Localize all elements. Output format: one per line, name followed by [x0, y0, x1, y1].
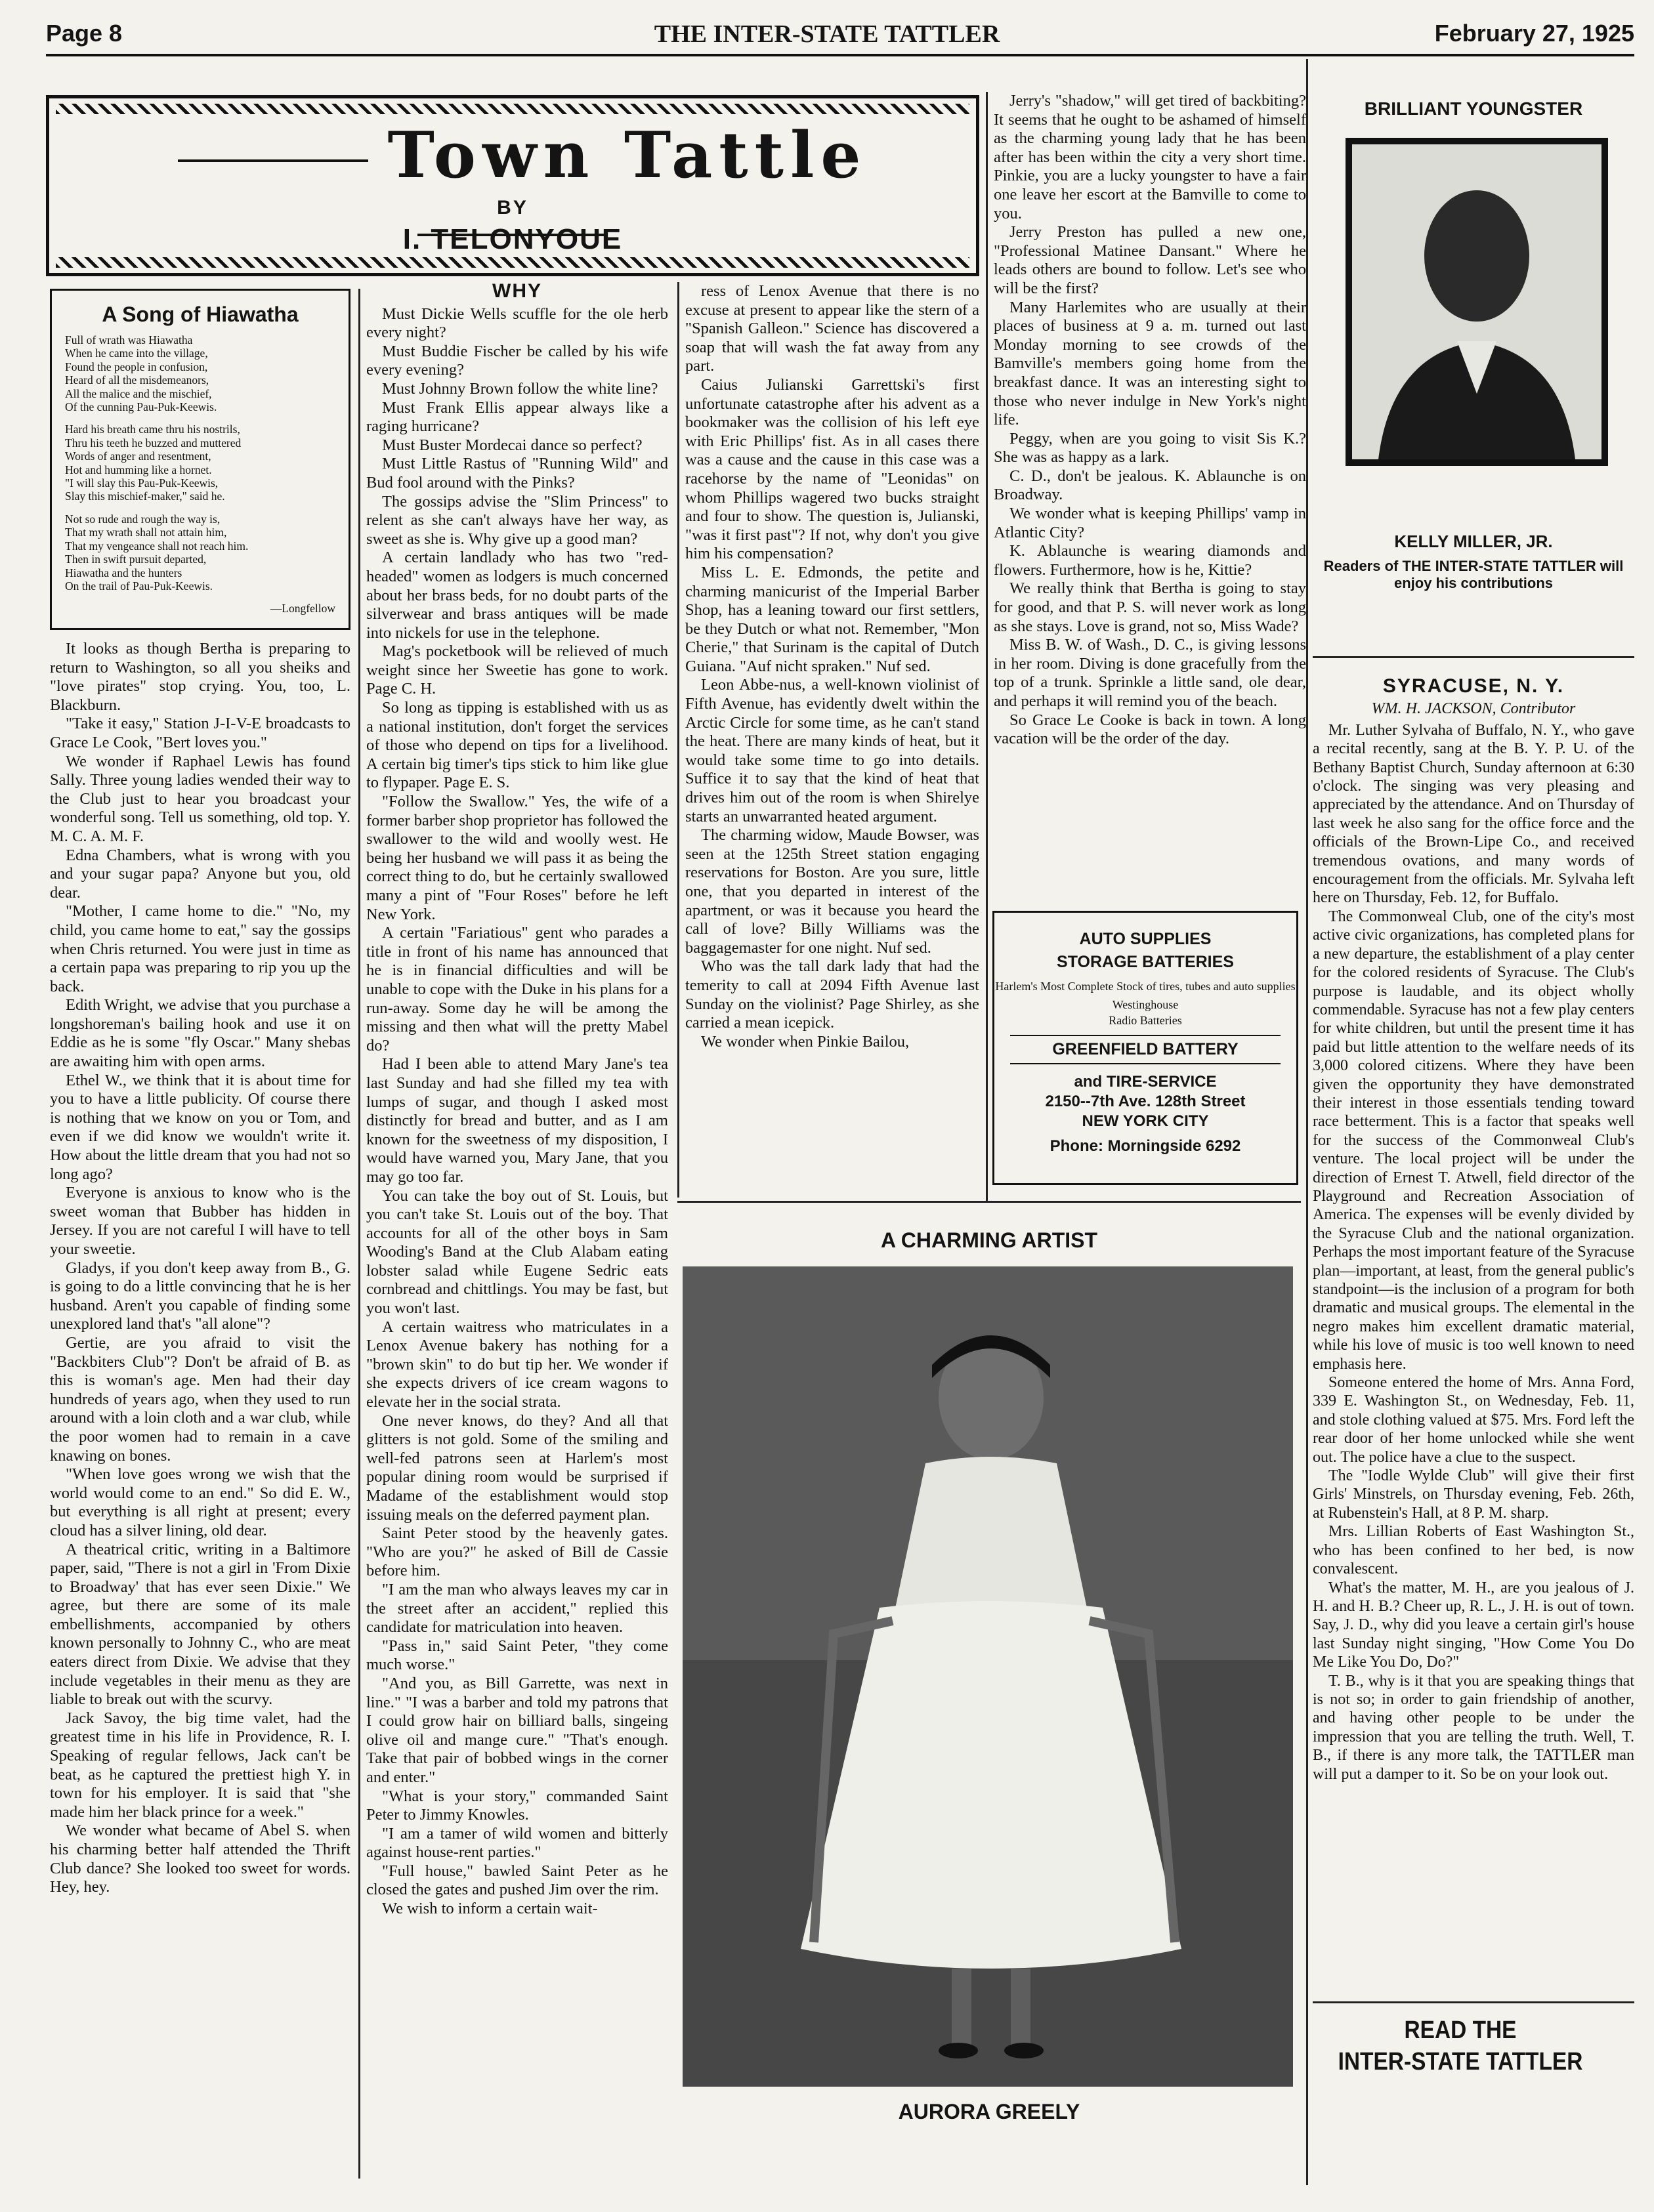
gossip-paragraph: Saint Peter stood by the heavenly gates. "Who are you?" he asked of Bill de Cassie before him.	[366, 1524, 668, 1580]
ad-line: STORAGE BATTERIES	[1057, 953, 1234, 971]
why-heading: WHY	[492, 282, 542, 302]
column-rule	[677, 282, 679, 1198]
news-paragraph: Mr. Luther Sylvaha of Buffalo, N. Y., who gave a recital recently, sang at the B. Y. P. U. of the Bethany Baptist Church, Sunday afternoon at 6:30 o'clock. The singing was very pleasing and appreciated by the attendance. And on Thursday of last week he also sang for the office force and the officials of the Brown-Lipe Co., and received tremendous ovations, and many words of encouragement from the officials. Mr. Sylvaha left here on Thursday, Feb. 12, for Buffalo.	[1313, 721, 1634, 907]
poem-line: Then in swift pursuit departed,	[65, 553, 207, 566]
gossip-paragraph: C. D., don't be jealous. K. Ablaunche is on Broadway.	[994, 467, 1306, 504]
news-paragraph: Mrs. Lillian Roberts of East Washington St., who has been confined to her bed, is now convalescent.	[1313, 1523, 1634, 1578]
gossip-paragraph: We wonder when Pinkie Bailou,	[701, 1032, 910, 1051]
poem-box	[50, 289, 350, 630]
gossip-paragraph: The gossips advise the "Slim Princess" to relent as she can't always have her way, as sweet as she is. Why give up a good man?	[366, 492, 668, 548]
gossip-paragraph: The charming widow, Maude Bowser, was seen at the 125th Street station engaging reservations for Boston. Are you sure, little one, that you departed in interest of the apartment, or was it because you heard the call of love? Billy Williams was the baggagemaster for one night. Nuf sed.	[685, 826, 979, 957]
news-paragraph: What's the matter, M. H., are you jealous of J. H. and H. B.? Cheer up, R. L., J. H. is out of town. Say, J. D., why did you leave a certain girl's house last Sunday night singing, "How Come You Do Me Like You Do, Do?"	[1313, 1579, 1634, 1671]
poem-line: All the malice and the mischief,	[65, 386, 212, 400]
gossip-paragraph: One never knows, do they? And all that glitters is not gold. Some of the smiling and well-fed patrons seen at Harlem's most popular dining room would be surprised if Madame of the establishment would stop issuing meals on the deferred payment plan.	[366, 1411, 668, 1524]
gossip-paragraph: Jack Savoy, the big time valet, had the greatest time in his life in Providence, R. I. Speaking of regular fellows, Jack can't be beat, as he captured the prettiest high Y. in town for his employer. It is said that "she made him her black prince for a week."	[50, 1709, 350, 1821]
gossip-paragraph: Jerry's "shadow," will get tired of backbiting? It seems that he ought to be ashamed of himself as the charming young lady that he has been after has been within the city a very short time. Pinkie, you are a lucky youngster to have a fair one leave her escort at the Bamville to come to you.	[994, 92, 1306, 222]
zigzag-border-bottom	[56, 257, 969, 268]
ad-address: 2150--7th Ave. 128th Street	[1045, 1093, 1246, 1110]
news-paragraph: The "Iodle Wylde Club" will give their first Girls' Minstrels, on Thursday evening, Feb. 26th, at Rubenstein's Hall, at 8 P. M. sharp.	[1313, 1467, 1634, 1522]
column-3	[685, 282, 979, 1201]
gossip-paragraph: Many Harlemites who are usually at their places of business at 9 a. m. turned out last Monday morning to see crowds of the Bamville's members going home from the breakfast dance. It was an interesting sight to those who never indulge in New York's night life.	[994, 298, 1306, 429]
gossip-paragraph: Gertie, are you afraid to visit the "Backbiters Club"? Don't be afraid of B. as this is woman's age. Men had their day hundreds of years ago, when they used to run around with a loin cloth and a war club, while the poor women had to remain in a cave knawing on bones.	[50, 1333, 350, 1465]
section-rule	[677, 1201, 1301, 1203]
gossip-paragraph: We wonder what became of Abel S. when his charming better half attended the Thrift Club dance? She looked too sweet for words. Hey, hey.	[50, 1822, 350, 1896]
poem-line: Of the cunning Pau-Puk-Keewis.	[65, 400, 217, 414]
gossip-paragraph: "Mother, I came home to die." "No, my child, you came home to eat," say the gossips when Chris returned. You were just in time as a certain papa was preparing to rip you up the back.	[50, 902, 350, 995]
paper-name: THE INTER-STATE TATTLER	[654, 20, 1000, 48]
gossip-paragraph: Miss L. E. Edmonds, the petite and charming manicurist of the Imperial Barber Shop, has a leaning toward our first settlers, be they Dutch or what not. Remember, "Mon Cherie," that Surinam is the capital of Dutch Guiana. "Auf nicht spraken." Nuf sed.	[685, 563, 979, 675]
gossip-paragraph: Edith Wright, we advise that you purchase a longshoreman's bailing hook and use it on Eddie as he is some "fly Oscar." Many shebas are awaiting him with open arms.	[50, 996, 350, 1071]
poem-line: Words of anger and resentment,	[65, 449, 211, 463]
gossip-paragraph: "Pass in," said Saint Peter, "they come much worse."	[366, 1637, 668, 1674]
artist-photo	[683, 1266, 1293, 2087]
read-tattler-promo	[1307, 2014, 1613, 2077]
gossip-paragraph: Gladys, if you don't keep away from B., G. is going to do a little convincing that he is her husband. Aren't you capable of finding some unexplored land that's "all alone"?	[50, 1259, 350, 1333]
gossip-paragraph: "And you, as Bill Garrette, was next in line." "I was a barber and told my patrons that I could grow hair on billiard balls, singeing olive oil and mange cure." "That's enough. Take that pair of bobbed wings in the corner and enter."	[366, 1674, 668, 1786]
poem-line: Thru his teeth he buzzed and muttered	[65, 436, 242, 449]
youngster-portrait	[1346, 138, 1608, 466]
gossip-paragraph: "Follow the Swallow." Yes, the wife of a former barber shop proprietor has followed the swallower to the wild and woolly west. He being her husband we will pass it as being the correct thing to do, but he certainly swallowed many a pint of "Four Roses" before he left New York.	[366, 793, 668, 923]
column-1	[50, 640, 350, 2169]
gossip-paragraph: "When love goes wrong we wish that the world would come to an end." So did E. W., but everything is all right at present; every cloud has a silver lining, old dear.	[50, 1465, 350, 1539]
gossip-paragraph: Must Buster Mordecai dance so perfect?	[382, 436, 643, 454]
poem-line: Hot and humming like a hornet.	[65, 463, 212, 476]
ad-line: AUTO SUPPLIES	[1079, 930, 1212, 948]
ad-company-name: GREENFIELD BATTERY	[1010, 1035, 1281, 1064]
poem-stanza	[65, 512, 335, 593]
column-rule	[358, 289, 360, 2179]
section-rule	[1313, 656, 1634, 658]
gossip-paragraph: Edna Chambers, what is wrong with you and your sugar papa? Anyone but you, old dear.	[50, 846, 350, 902]
promo-line: READ THE	[1404, 2016, 1517, 2044]
gossip-paragraph: "Take it easy," Station J-I-V-E broadcasts to Grace Le Cook, "Bert loves you."	[50, 715, 350, 751]
issue-date: February 27, 1925	[1434, 20, 1634, 47]
gossip-paragraph: So Grace Le Cooke is back in town. A long vacation will be the order of the day.	[994, 711, 1306, 748]
gossip-paragraph: Must Frank Ellis appear always like a raging hurricane?	[366, 398, 668, 436]
dancer-figure-image	[683, 1266, 1293, 2087]
poem-stanza	[65, 333, 335, 413]
column-rule	[986, 92, 988, 1201]
gossip-paragraph: Must Little Rastus of "Running Wild" and Bud fool around with the Pinks?	[366, 455, 668, 491]
poem-line: Not so rude and rough the way is,	[65, 512, 221, 526]
column-4	[994, 92, 1306, 902]
ad-city: NEW YORK CITY	[1082, 1112, 1209, 1130]
artist-heading: A CHARMING ARTIST	[880, 1228, 1098, 1252]
gossip-paragraph: "Full house," bawled Saint Peter as he closed the gates and pushed Jim over the rim.	[366, 1862, 668, 1899]
gossip-paragraph: A certain waitress who matriculates in a Lenox Avenue bakery has nothing for a "brown skin" to do but tip her. We wonder if she expects drivers of ice cream wagons to elevate her in the social strata.	[366, 1318, 668, 1411]
banner-author: I. TELONYOUE	[402, 223, 623, 255]
gossip-paragraph: We wish to inform a certain wait-	[382, 1900, 598, 1918]
gossip-paragraph: Who was the tall dark lady that had the temerity to call at 2094 Fifth Avenue last Sunday on the violinist? Page Shirley, as she carried a mean icepick.	[685, 957, 979, 1032]
gossip-paragraph: A theatrical critic, writing in a Baltimore paper, said, "There is not a girl in 'From Dixie to Broadway' that has ever seen Dixie." We agree, but there are some of its male embellishments, accompanied by others known personally to Johnny C., who are meat eaters direct from Dixie. We advise that they include vegetables in their menu as they are liable to break out with the scurvy.	[50, 1540, 350, 1709]
gossip-paragraph: Miss B. W. of Wash., D. C., is giving lessons in her room. Diving is done gracefully from the top of a trunk. Sprinkle a little sand, ole dear, and perhaps it will remind you of the beach.	[994, 636, 1306, 710]
gossip-paragraph: Ethel W., we think that it is about time for you to have a little publicity. Of course there is nothing that we know on you or Tom, and even if we did know we wouldn't write it. How about the little dream that you had not so long ago?	[50, 1071, 350, 1183]
poem-line: Hard his breath came thru his nostrils,	[65, 423, 240, 436]
syracuse-heading: SYRACUSE, N. Y.	[1382, 677, 1565, 697]
title-rule-left	[178, 159, 368, 162]
gossip-paragraph: K. Ablaunche is wearing diamonds and flowers. Furthermore, how is he, Kittie?	[994, 542, 1306, 579]
masthead-rule	[46, 54, 1634, 56]
artist-caption: AURORA GREELY	[898, 2100, 1080, 2123]
poem-line: Full of wrath was Hiawatha	[65, 333, 193, 346]
column-rule	[1306, 59, 1308, 2185]
gossip-paragraph: It looks as though Bertha is preparing to return to Washington, so all you sheiks and "love pirates" stop crying. You, too, L. Blackburn.	[50, 640, 350, 714]
gossip-paragraph: We wonder what is keeping Phillips' vamp in Atlantic City?	[994, 505, 1306, 541]
gossip-paragraph: We really think that Bertha is going to stay for good, and that P. S. will never work as long as she stays. Love is grand, not so, Miss Wade?	[994, 579, 1306, 635]
gossip-paragraph: "What is your story," commanded Saint Peter to Jimmy Knowles.	[366, 1787, 668, 1824]
gossip-paragraph: Peggy, when are you going to visit Sis K.? She was as happy as a lark.	[994, 429, 1306, 467]
town-tattle-banner	[46, 95, 979, 276]
gossip-paragraph: Must Dickie Wells scuffle for the ole herb every night?	[366, 304, 668, 342]
poem-line: "I will slay this Pau-Puk-Keewis,	[65, 476, 219, 490]
gossip-paragraph: Must Johnny Brown follow the white line?	[382, 379, 658, 398]
youngster-name: KELLY MILLER, JR.	[1394, 532, 1553, 551]
poem-line: Found the people in confusion,	[65, 360, 208, 373]
news-paragraph: The Commonweal Club, one of the city's most active civic organizations, has completed plans for a new departure, the establishment of a play center for the colored residents of Syracuse. The Club's purpose is laudable, and its object wholly commendable. Syracuse has not a few play centers for white children, but until the present time it has paid but little attention to the welfare needs of its 3,000 colored citizens. Where they have been given the opportunity they have demonstrated their interest in those essentials tending toward race betterment. This is a factor that speaks well for the success of the Commonweal Club's venture. The local project will be under the direction of Ernest T. Atwell, field director of the Playground and Recreation Association of America. The expenses will be evenly divided by the Syracuse Club and the national organization. Perhaps the most important feature of the Syracuse plan—important, at least, from the general public's standpoint—is the inclusion of a program for both dramatic and musical groups. The elemental in the negro makes him excellent dramatic material, while his love of music is too well known to need emphasis here.	[1313, 908, 1634, 1373]
youngster-note: Readers of THE INTER-STATE TATTLER will enjoy his contributions	[1323, 558, 1624, 591]
ad-small-text: Westinghouse	[1112, 998, 1179, 1011]
gossip-paragraph: So long as tipping is established with us as a national institution, don't forget the services of those who depend on tips for a livelihood. A certain big timer's tips stick to him like glue to flypaper. Page E. S.	[366, 699, 668, 792]
poem-line: That my wrath shall not attain him,	[65, 526, 227, 539]
banner-by: BY	[497, 197, 528, 219]
banner-title-text: Town Tattle	[387, 118, 868, 192]
section-rule	[1313, 2001, 1634, 2003]
poem-title: A Song of Hiawatha	[102, 303, 299, 326]
gossip-paragraph: "I am the man who always leaves my car in the street after an accident," replied this candidate for matriculation into heaven.	[366, 1580, 668, 1637]
gossip-paragraph: "I am a tamer of wild women and bitterly against house-rent parties."	[366, 1824, 668, 1862]
gossip-paragraph: Mag's pocketbook will be relieved of much weight since her Sweetie has gone to work. Page C. H.	[366, 642, 668, 698]
poem-line: On the trail of Pau-Puk-Keewis.	[65, 579, 213, 593]
ad-small-text: Harlem's Most Complete Stock of tires, tubes and auto supplies	[995, 980, 1296, 993]
news-paragraph: T. B., why is it that you are speaking things that is not so; in order to gain friendship of another, and having other people to be under the impression that you are telling the truth. Well, T. B., if there is any more talk, the TATTLER man will put a damper to it. So be on your look out.	[1313, 1672, 1634, 1783]
gossip-paragraph: Leon Abbe-nus, a well-known violinist of Fifth Avenue, has evidently dwelt within the Arctic Circle for some time, as he can't stand the heat. There are many kinds of heat, but it would take some time to go into details. Suffice it to say that the kind of heat that drives him out of the room is when Shirelye starts an unwarranted heated argument.	[685, 676, 979, 825]
promo-line: INTER-STATE TATTLER	[1338, 2048, 1583, 2076]
portrait-image	[1352, 144, 1601, 459]
column-2	[366, 282, 668, 2172]
syracuse-byline: WM. H. JACKSON, Contributor	[1371, 700, 1576, 718]
gossip-paragraph: Caius Julianski Garrettski's first unfortunate catastrophe after his advent as a bookmaker was the collision of his left eye with Eric Phillips' fist. As in all cases there was a cause and the cause in this case was a racehorse by the name of "Leonidas" on whom Phillips wagered two bucks straight and four to show. The question is, Julianski, "was it first past"? If not, why don't you give him his compensation?	[685, 375, 979, 563]
greenfield-battery-ad	[992, 911, 1298, 1185]
gossip-paragraph: Everyone is anxious to know who is the sweet woman that Bubber has hidden in Jersey. If you are not careful I will have to tell your sweetie.	[50, 1184, 350, 1258]
poem-line: Hiawatha and the hunters	[65, 566, 182, 579]
poem-line: When he came into the village,	[65, 346, 208, 360]
gossip-paragraph: A certain landlady who has two "red-headed" women as lodgers is much concerned about her brass beds, for no doubt parts of the silverwear and brass antiques will be made into nickels for use in the telephone.	[366, 549, 668, 642]
poem-line: Heard of all the misdemeanors,	[65, 373, 209, 387]
gossip-paragraph: You can take the boy out of St. Louis, but you can't take St. Louis out of the boy. That accounts for all of the other boys in Sam Wooding's Band at the Club Alabam eating lobster salad while Eugene Sedric eats cornbread and chittlings. You may be fast, but you won't last.	[366, 1186, 668, 1318]
gossip-paragraph: Jerry Preston has pulled a new one, "Professional Matinee Dansant." Where he leads others are bound to follow. Let's see who will be the first?	[994, 223, 1306, 297]
gossip-paragraph: ress of Lenox Avenue that there is no excuse at present to appear like the stern of a "Spanish Galleon." Science has discovered a soap that will wash the fat away from any part.	[685, 282, 979, 375]
gossip-paragraph: Must Buddie Fischer be called by his wife every evening?	[366, 342, 668, 379]
news-paragraph: Someone entered the home of Mrs. Anna Ford, 339 E. Washington St., on Wednesday, Feb. 11, and stole clothing valued at $75. Mrs. Ford left the rear door of her home unlocked while she went out. The police have a clue to the suspect.	[1313, 1374, 1634, 1466]
gossip-paragraph: We wonder if Raphael Lewis has found Sally. Three young ladies wended their way to the Club just to hear you broadcast your wonderful song. Tell us something, old top. Y. M. C. A. M. F.	[50, 752, 350, 845]
youngster-heading: BRILLIANT YOUNGSTER	[1364, 98, 1583, 119]
page-number: Page 8	[46, 20, 123, 47]
ad-line: and TIRE-SERVICE	[1074, 1073, 1217, 1091]
poem-stanza	[65, 423, 335, 503]
syracuse-column	[1313, 677, 1634, 2003]
zigzag-border-top	[56, 104, 969, 114]
ad-phone: Phone: Morningside 6292	[1050, 1137, 1241, 1155]
poem-attribution: —Longfellow	[270, 602, 335, 616]
gossip-paragraph: A certain "Fariatious" gent who parades a title in front of his name has announced that he is in financial difficulties and will be unable to cope with the Duke in his plans for a run-away. Some day he will be among the missing and then what will the pretty Mabel do?	[366, 924, 668, 1054]
poem-line: That my vengeance shall not reach him.	[65, 539, 249, 553]
poem-line: Slay this mischief-maker," said he.	[65, 490, 225, 503]
gossip-paragraph: Had I been able to attend Mary Jane's tea last Sunday and had she filled my tea with lumps of sugar, and though I asked most distinctly for bread and butter, and as I am known for the sweetness of my disposition, I would have warned you, Mary Jane, that you may go too far.	[366, 1055, 668, 1186]
ad-small-text: Radio Batteries	[1109, 1014, 1182, 1027]
